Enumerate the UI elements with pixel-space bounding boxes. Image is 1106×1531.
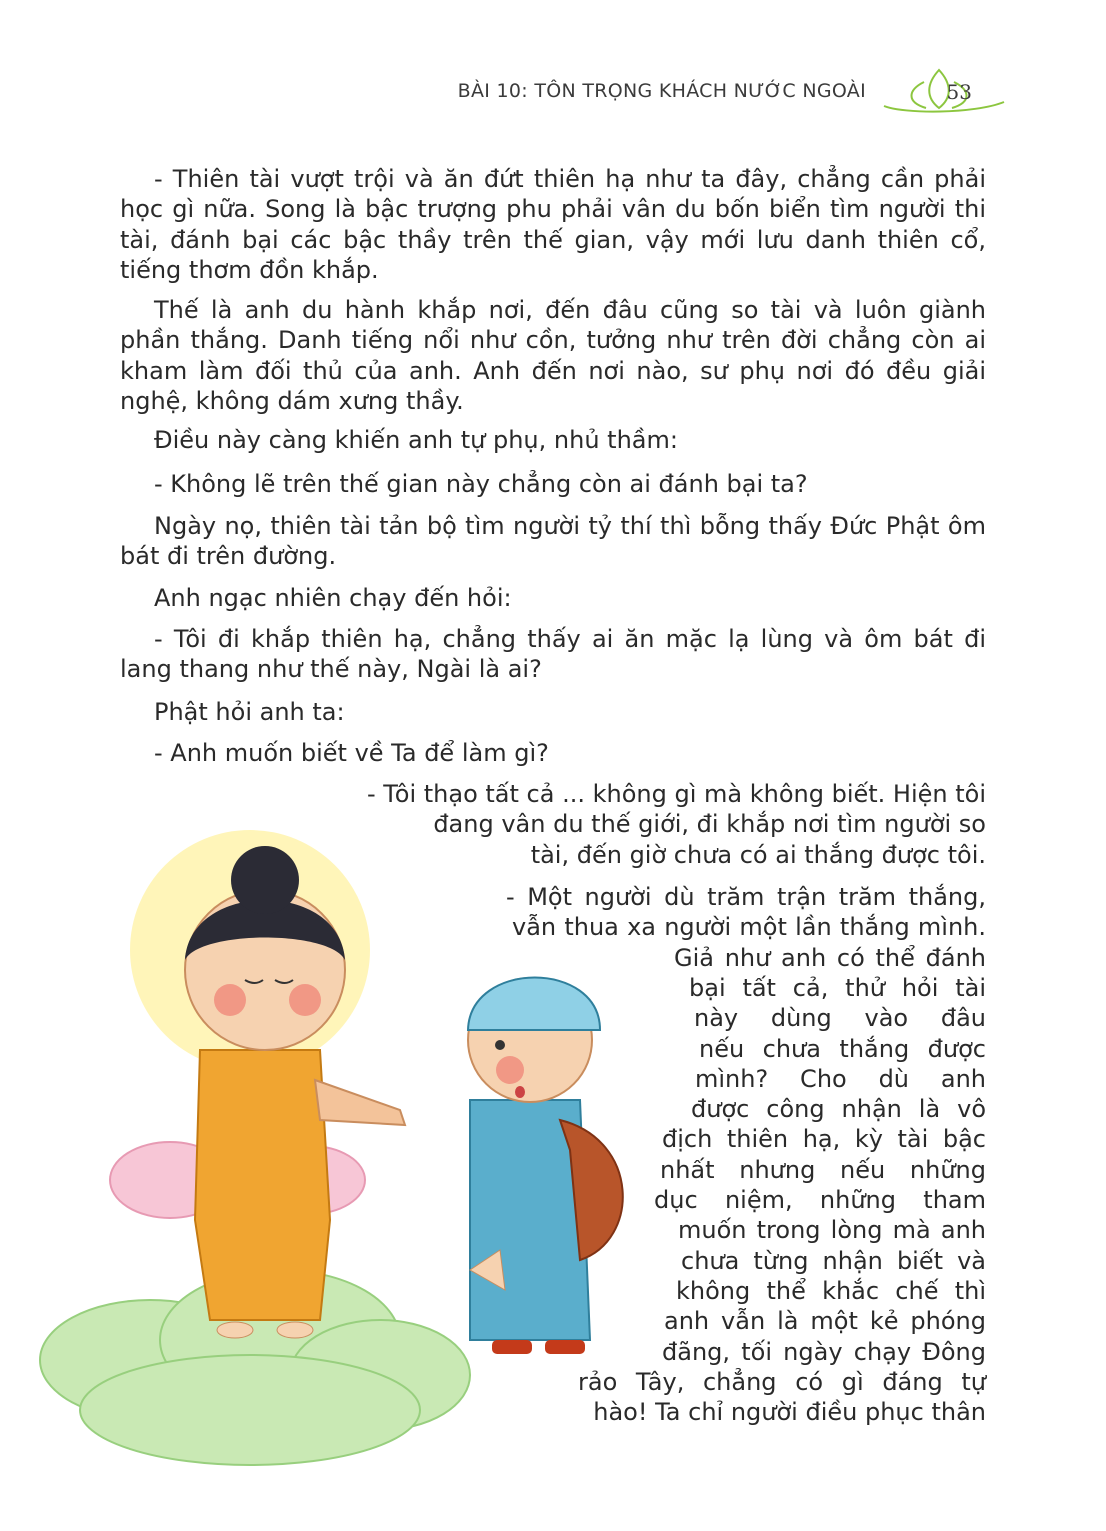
paragraph-5: Ngày nọ, thiên tài tản bộ tìm người tỷ thí thì bỗng thấy Đức Phật ôm bát đi trên đường.	[120, 512, 986, 571]
dialogue-line: dục niệm, những tham	[654, 1186, 986, 1214]
page-number: 53	[946, 80, 972, 104]
dialogue-line: địch thiên hạ, kỳ tài bậc	[662, 1125, 986, 1154]
dialogue-line: anh vẫn là một kẻ phóng	[664, 1307, 986, 1336]
paragraph-1: - Thiên tài vượt trội và ăn đứt thiên hạ như ta đây, chẳng cần phải học gì nữa. Song là bậc trượng phu phải vân du bốn biển tìm người thi tài, đánh bại các bậc thầy trên thế gian, vậy mới lưu danh thiên cổ, tiếng thơm đồn khắp.	[120, 165, 986, 285]
paragraph-6: Anh ngạc nhiên chạy đến hỏi:	[154, 584, 512, 612]
dialogue-line: muốn trong lòng mà anh	[678, 1216, 986, 1245]
paragraph-7: - Tôi đi khắp thiên hạ, chẳng thấy ai ăn mặc lạ lùng và ôm bát đi lang thang như thế này, Ngài là ai?	[120, 625, 986, 684]
dialogue-line: chưa từng nhận biết và	[681, 1246, 986, 1275]
paragraph-3: Điều này càng khiến anh tự phụ, nhủ thầm:	[154, 426, 678, 454]
dialogue-line: nếu chưa thắng được	[699, 1034, 986, 1063]
dialogue-line: này dùng vào đâu	[694, 1004, 986, 1033]
dialogue-line: hào! Ta chỉ người điều phục thân	[593, 1398, 986, 1427]
dialogue-line: không thể khắc chế thì	[676, 1276, 986, 1305]
dialogue-line: tài, đến giờ chưa có ai thắng được tôi.	[530, 840, 986, 869]
lesson-title: BÀI 10: TÔN TRỌNG KHÁCH NƯỚC NGOÀI	[457, 80, 866, 102]
dialogue-line: được công nhận là vô	[691, 1095, 986, 1124]
page-header	[434, 62, 1034, 122]
dialogue-line: đãng, tối ngày chạy Đông	[662, 1337, 986, 1366]
dialogue-line: rảo Tây, chẳng có gì đáng tự	[578, 1367, 986, 1396]
dialogue-line: Giả như anh có thể đánh	[674, 943, 986, 972]
lotus-icon	[864, 62, 1014, 122]
dialogue-line: đang vân du thế giới, đi khắp nơi tìm người so	[433, 810, 986, 839]
paragraph-4: - Không lẽ trên thế gian này chẳng còn ai đánh bại ta?	[154, 470, 808, 498]
paragraph-9: - Anh muốn biết về Ta để làm gì?	[154, 739, 549, 767]
dialogue-line: bại tất cả, thử hỏi tài	[689, 973, 986, 1002]
dialogue-line: - Một người dù trăm trận trăm thắng,	[506, 883, 986, 911]
dialogue-line: mình? Cho dù anh	[695, 1064, 986, 1093]
dialogue-line: nhất nhưng nếu những	[660, 1155, 986, 1184]
dialogue-line: - Tôi thạo tất cả ... không gì mà không biết. Hiện tôi	[366, 780, 986, 808]
paragraph-8: Phật hỏi anh ta:	[154, 698, 345, 726]
dialogue-line: vẫn thua xa người một lần thắng mình.	[512, 913, 986, 942]
paragraph-2: Thế là anh du hành khắp nơi, đến đâu cũng so tài và luôn giành phần thắng. Danh tiếng nổi như cồn, tưởng như trên đời chẳng còn ai kham làm đối thủ của anh. Anh đến nơi nào, sư phụ nơi đó đều giải nghệ, không dám xưng thầy.	[120, 296, 986, 416]
